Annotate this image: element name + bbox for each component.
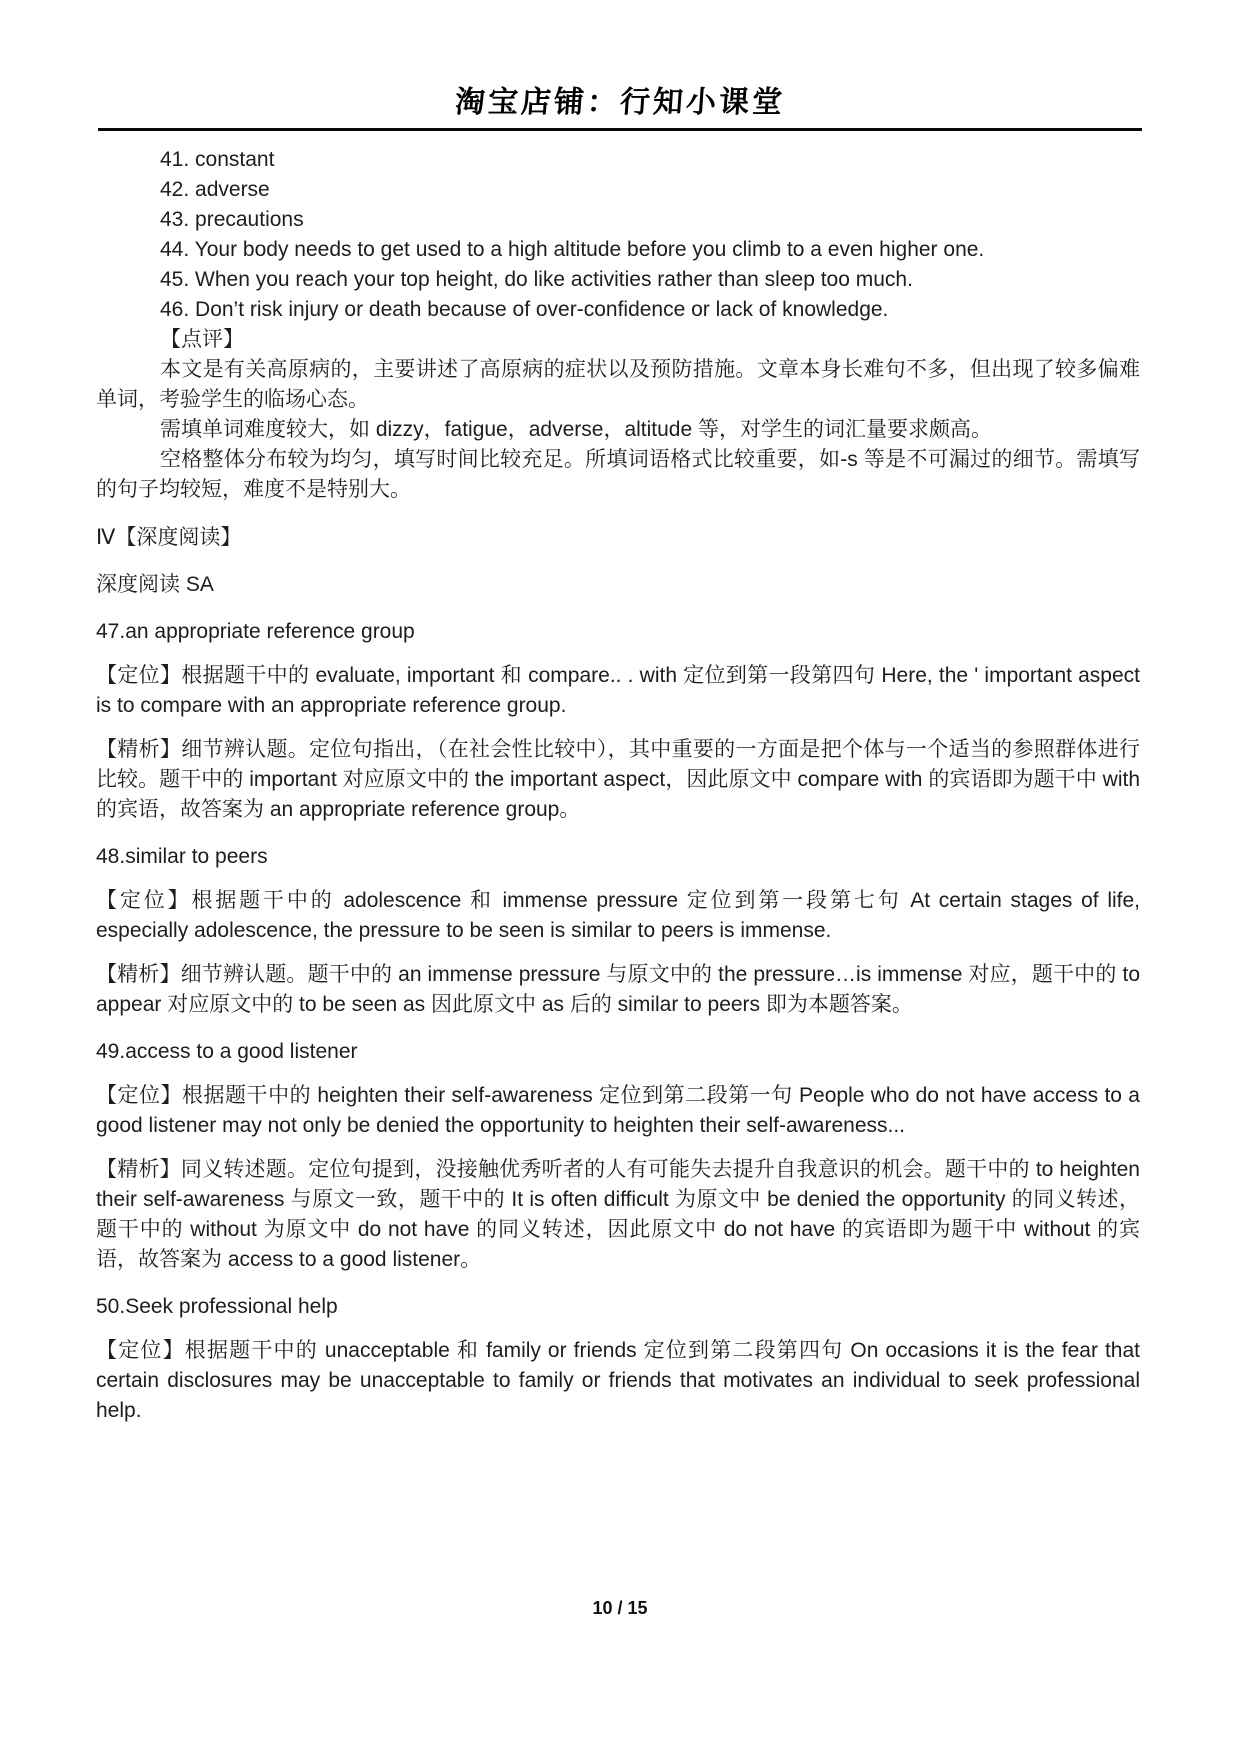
location-paragraph: 【定位】根据题干中的 evaluate, important 和 compare.. . with 定位到第一段第四句 Here, the ' important aspect is to compare with an appropriate reference group. [96,664,1140,717]
location-paragraph: 【定位】根据题干中的 adolescence 和 immense pressure 定位到第一段第七句 At certain stages of life, especially adolescence, the pressure to be seen is similar to peers is immense. [96,889,1140,942]
analysis-paragraph: 【精析】细节辨认题。题干中的 an immense pressure 与原文中的 the pressure…is immense 对应，题干中的 to appear 对应原文中的 to be seen as 因此原文中 as 后的 similar to peers 即为本题答案。 [96,963,1140,1016]
answer-item: 45. When you reach your top height, do like activities rather than sleep too much. [160,268,913,291]
answer-item: 44. Your body needs to get used to a high altitude before you climb to a even higher one. [160,238,985,261]
question-49 [96,1037,1140,1275]
answer-item: 42. adverse [160,178,270,201]
review-paragraph: 本文是有关高原病的，主要讲述了高原病的症状以及预防措施。文章本身长难句不多，但出现了较多偏难单词，考验学生的临场心态。 [96,358,1140,411]
question-50 [96,1292,1140,1426]
question-48 [96,842,1140,1020]
page-number: 10 / 15 [592,1598,648,1618]
answer-item: 46. Don’t risk injury or death because of over-confidence or lack of knowledge. [160,298,889,321]
answer-item: 41. constant [160,148,275,171]
answers-list [96,145,1140,325]
section-subtitle: 深度阅读 SA [96,573,214,596]
question-heading: 49.access to a good listener [96,1040,358,1063]
review-section [96,325,1140,505]
page-header [0,0,1240,131]
question-47 [96,617,1140,825]
review-section-label: 【点评】 [160,328,244,351]
review-paragraph: 空格整体分布较为均匀，填写时间比较充足。所填词语格式比较重要，如-s 等是不可漏过的细节。需填写的句子均较短，难度不是特别大。 [96,448,1140,501]
review-paragraph: 需填单词难度较大，如 dizzy，fatigue，adverse，altitude 等，对学生的词汇量要求颇高。 [160,418,992,441]
shop-title: 淘宝店铺：行知小课堂 [453,86,787,119]
analysis-paragraph: 【精析】同义转述题。定位句提到，没接触优秀听者的人有可能失去提升自我意识的机会。题干中的 to heighten their self-awareness 与原文一致，题干中的 It is often difficult 为原文中 be denied the opportunity 的同义转述，题干中的 without 为原文中 do not have 的同义转述，因此原文中 do not have 的宾语即为题干中 without 的宾语，故答案为 access to a good listener。 [96,1158,1140,1271]
location-paragraph: 【定位】根据题干中的 unacceptable 和 family or friends 定位到第二段第四句 On occasions it is the fear that certain disclosures may be unacceptable to family or friends that motivates an individual to seek professional help. [96,1339,1140,1422]
question-heading: 47.an appropriate reference group [96,620,415,643]
document-body [0,131,1240,1426]
question-heading: 48.similar to peers [96,845,268,868]
location-paragraph: 【定位】根据题干中的 heighten their self-awareness 定位到第二段第一句 People who do not have access to a good listener may not only be denied the opportunity to heighten their self-awareness... [96,1084,1140,1137]
answer-item: 43. precautions [160,208,304,231]
question-heading: 50.Seek professional help [96,1295,338,1318]
analysis-paragraph: 【精析】细节辨认题。定位句指出，（在社会性比较中），其中重要的一方面是把个体与一个适当的参照群体进行比较。题干中的 important 对应原文中的 the important aspect，因此原文中 compare with 的宾语即为题干中 with 的宾语，故答案为 an appropriate reference group。 [96,738,1140,821]
section-title-deep-reading: Ⅳ【深度阅读】 [96,526,242,549]
